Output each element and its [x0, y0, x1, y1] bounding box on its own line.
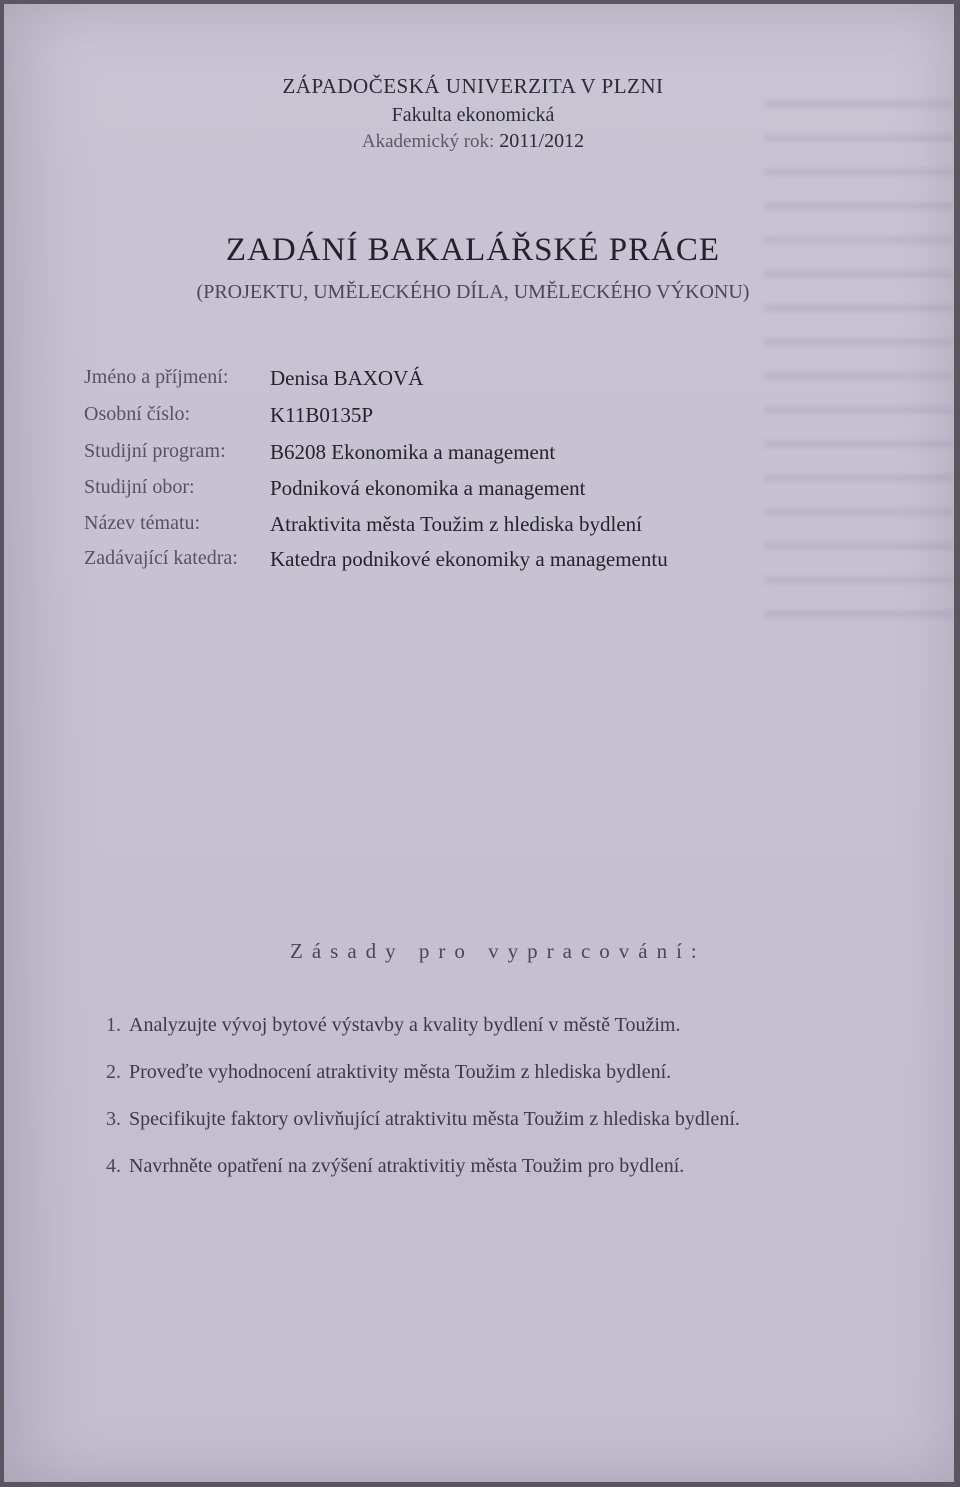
info-value: Atraktivita města Toužim z hlediska bydlení	[270, 512, 642, 536]
info-value: Denisa BAXOVÁ	[270, 366, 424, 390]
info-label: Zadávající katedra:	[84, 547, 238, 569]
task-text: Specifikujte faktory ovlivňující atraktivitu města Toužim z hlediska bydlení.	[129, 1108, 740, 1130]
principles-heading: Zásady pro vypracování:	[290, 939, 706, 963]
faculty-name: Fakulta ekonomická	[391, 104, 555, 126]
task-number: 4.	[106, 1155, 121, 1177]
info-label: Studijní program:	[84, 440, 226, 462]
university-name: ZÁPADOČESKÁ UNIVERZITA V PLZNI	[282, 74, 664, 98]
task-text: Analyzujte vývoj bytové výstavby a kvality bydlení v městě Toužim.	[129, 1014, 681, 1036]
academic-year-value: 2011/2012	[499, 130, 585, 152]
info-value: K11B0135P	[270, 403, 374, 427]
task-item	[106, 1014, 680, 1037]
info-value: Katedra podnikové ekonomiky a managementu	[270, 547, 668, 571]
task-number: 1.	[106, 1014, 121, 1036]
document-subtitle: (PROJEKTU, UMĚLECKÉHO DÍLA, UMĚLECKÉHO VÝKONU)	[196, 281, 750, 303]
task-item	[106, 1108, 740, 1131]
show-through-text	[764, 74, 954, 634]
task-text: Proveďte vyhodnocení atraktivity města Toužim z hlediska bydlení.	[129, 1061, 672, 1083]
task-text: Navrhněte opatření na zvýšení atraktivitiy města Toužim pro bydlení.	[129, 1155, 685, 1177]
academic-year-label: Akademický rok:	[361, 131, 495, 152]
info-value: B6208 Ekonomika a management	[270, 440, 556, 464]
task-item	[106, 1155, 684, 1178]
info-label: Studijní obor:	[84, 476, 195, 498]
info-value: Podniková ekonomika a management	[270, 476, 586, 500]
task-number: 2.	[106, 1061, 121, 1083]
academic-year-line	[4, 130, 948, 153]
info-label: Název tématu:	[84, 512, 201, 534]
document-page	[4, 4, 954, 1482]
document-title: ZADÁNÍ BAKALÁŘSKÉ PRÁCE	[225, 232, 721, 268]
info-label: Osobní číslo:	[84, 403, 191, 425]
task-number: 3.	[106, 1108, 121, 1130]
task-item	[106, 1061, 671, 1084]
info-label: Jméno a příjmení:	[84, 366, 229, 388]
